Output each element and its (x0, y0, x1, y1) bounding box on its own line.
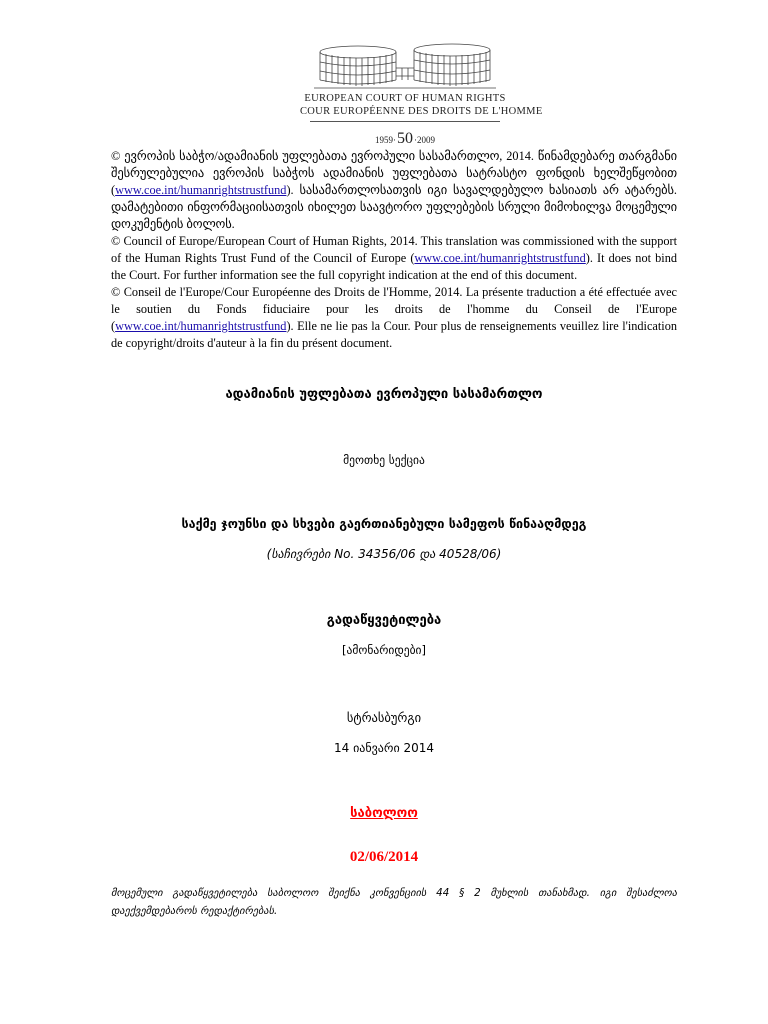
court-title: ადამიანის უფლებათა ევროპული სასამართლო (225, 387, 543, 402)
anniversary-end-year: 2009 (417, 135, 435, 145)
notice-french-text: © Conseil de l'Europe/Cour Européenne des Droits de l'Homme, 2014. La présente traduction a été effectuée avec le soutien du Fonds fiduciaire pour les droits de l'homme du Conseil de l'Europe ( (111, 285, 677, 333)
application-numbers: (საჩივრები No. 34356/06 და 40528/06) (266, 547, 502, 561)
court-logo (300, 40, 543, 147)
notice-english-text: © Council of Europe/European Court of Human Rights, 2014. This translation was commissioned with the support of the Human Rights Trust Fund of the Council of Europe ( (111, 234, 677, 265)
final-label: საბოლოო (350, 806, 418, 821)
judgment-label: გადაწყვეტილება (326, 613, 442, 628)
header-divider (310, 121, 500, 122)
trust-fund-link-en[interactable]: www.coe.int/humanrightstrustfund (414, 251, 586, 265)
city-label: სტრასბურგი (346, 710, 422, 725)
case-title: საქმე ჯოუნსი და სხვები გაერთიანებული სამეფოს წინააღმდეგ (181, 516, 587, 531)
court-name-english: EUROPEAN COURT OF HUMAN RIGHTS (304, 93, 506, 104)
notice-georgian-text: © ევროპის საბჭო/ადამიანის უფლებათა ევროპული სასამართლო, 2014. წინამდებარე თარგმანი შესრულებულია ევროპის საბჭოს ადამიანის უფლებათა სატრასტო ფონდის ხელშეწყობით ( (111, 149, 677, 197)
notice-georgian-text-end: ). სასამართლოსათვის იგი სავალდებულო ხასიათს არ ატარებს. დამატებითი ინფორმაციისათვის იხილეთ საავტორო უფლებების სრული მიმოხილვა მოცემული დოკუმენტის ბოლოს. (111, 183, 677, 231)
notice-english (111, 233, 677, 284)
notice-georgian (111, 148, 677, 233)
court-name-french: COUR EUROPÉENNE DES DROITS DE L'HOMME (300, 106, 543, 117)
trust-fund-link-ka[interactable]: www.coe.int/humanrightstrustfund (115, 183, 287, 197)
extracts-label: [ამონარიდები] (342, 643, 426, 657)
anniversary-number: 50 (397, 130, 413, 147)
anniversary-mark: 1959·50·2009 (375, 130, 435, 147)
notice-french (111, 284, 677, 352)
court-building-icon (310, 40, 500, 92)
notice-english-text-end: ). It does not bind the Court. For further information see the full copyright indication at the end of this document. (111, 251, 677, 282)
anniversary-start-year: 1959 (375, 135, 393, 145)
trust-fund-link-fr[interactable]: www.coe.int/humanrightstrustfund (115, 319, 287, 333)
final-date: 02/06/2014 (349, 849, 419, 865)
judgment-date: 14 იანვარი 2014 (333, 741, 435, 755)
notice-french-text-end: ). Elle ne lie pas la Cour. Pour plus de renseignements veuillez lire l'indication de copyright/droits d'auteur à la fin du présent document. (111, 319, 677, 350)
copyright-notice (111, 148, 677, 352)
final-note: მოცემული გადაწყვეტილება საბოლოო შეიქნა კონვენციის 44 § 2 მუხლის თანახმად. იგი შესაძლოა დაექვემდებაროს რედაქტირებას. (111, 887, 677, 917)
section-label: მეოთხე სექცია (343, 453, 425, 467)
